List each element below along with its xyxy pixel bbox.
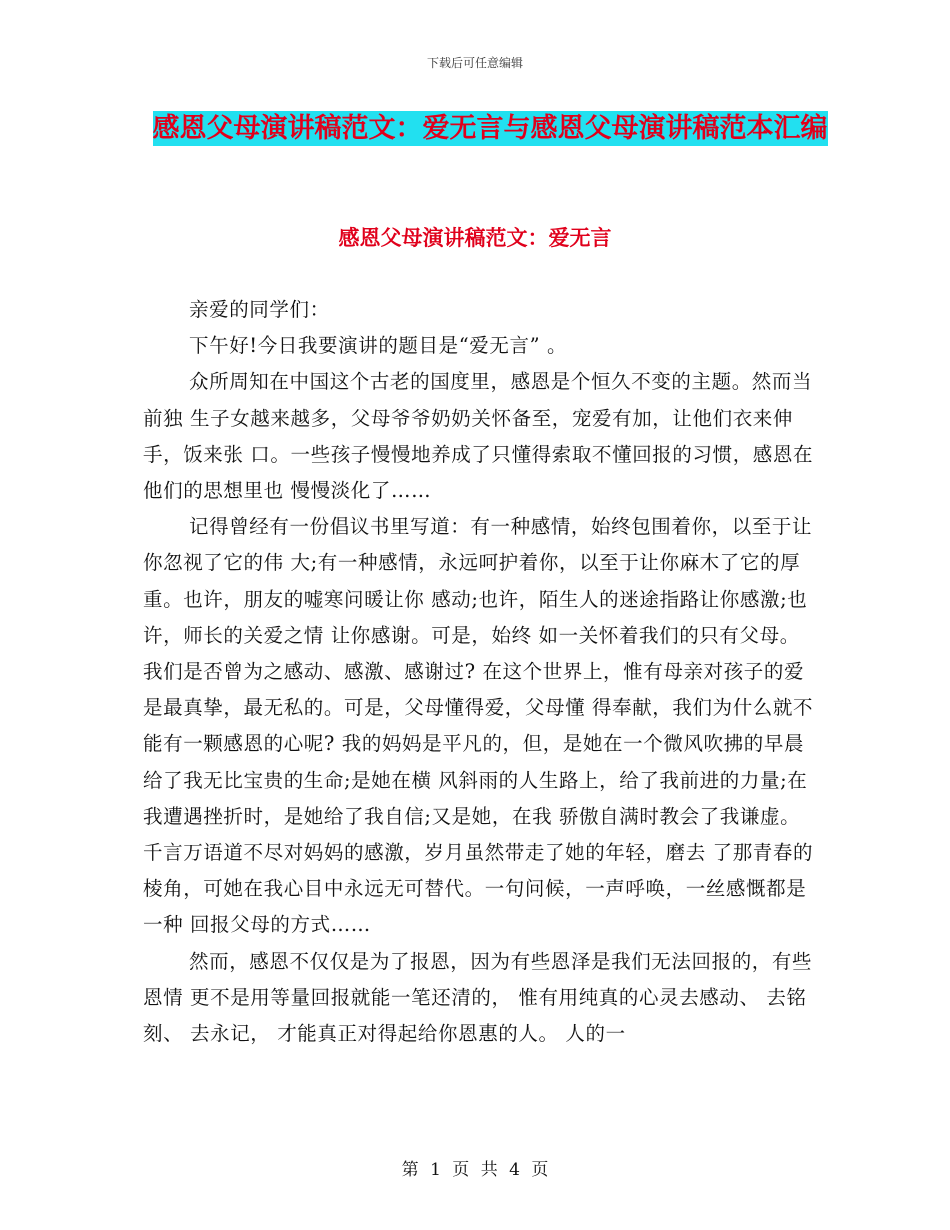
page-number: 第 1 页 共 4 页 xyxy=(401,1160,549,1180)
header-note: 下载后可任意编辑 xyxy=(426,56,523,70)
paragraph-intro: 下午好!今日我要演讲的题目是“爱无言” 。 xyxy=(189,334,568,358)
document-body xyxy=(143,292,815,1052)
section-title: 感恩父母演讲稿范文：爱无言 xyxy=(338,226,612,250)
document-title-text: 感恩父母演讲稿范文：爱无言与感恩父母演讲稿范本汇编 xyxy=(152,113,828,144)
paragraph-2: 记得曾经有一份倡议书里写道：有一种感情，始终包围着你，以至于让你忽视了它的伟 大;有一种感情，永远呵护着你，以至于让你麻木了它的厚重。也许，朋友的嘘寒问暖让你 感动;也许，陌生人的迷途指路让你感激;也许，师长的关爱之情 让你感谢。可是，始终 如一关怀着我们的只有父母。我们是否曾为之感动、感激、感谢过? 在这个世界上，惟有母亲对孩子的爱是最真挚，最无私的。可是，父母懂得爱，父母懂 得奉献，我们为什么就不能有一颗感恩的心呢? 我的妈妈是平凡的，但，是她在一个微风吹拂的早晨给了我无比宝贵的生命;是她在横 风斜雨的人生路上，给了我前进的力量;在我遭遇挫折时，是她给了我自信;又是她，在我 骄傲自满时教会了我谦虚。千言万语道不尽对妈妈的感激，岁月虽然带走了她的年轻，磨去 了那青春的棱角，可她在我心目中永远无可替代。一句问候，一声呼唤，一丝感慨都是一种 回报父母的方式…… xyxy=(143,515,814,937)
paragraph-3: 然而，感恩不仅仅是为了报恩，因为有些恩泽是我们无法回报的，有些恩情 更不是用等量回报就能一笔还清的， 惟有用纯真的心灵去感动、 去铭刻、 去永记， 才能真正对得起给你恩惠的人。 人的一 xyxy=(143,949,813,1046)
paragraph-greeting: 亲爱的同学们： xyxy=(189,298,330,321)
paragraph-1: 众所周知在中国这个古老的国度里，感恩是个恒久不变的主题。然而当前独 生子女越来越多，父母爷爷奶奶关怀备至，宠爱有加，让他们衣来伸手，饭来张 口。一些孩子慢慢地养成了只懂得索取不懂回报的习惯，感恩在他们的思想里也 慢慢淡化了…… xyxy=(143,370,814,503)
document-title xyxy=(150,108,830,150)
